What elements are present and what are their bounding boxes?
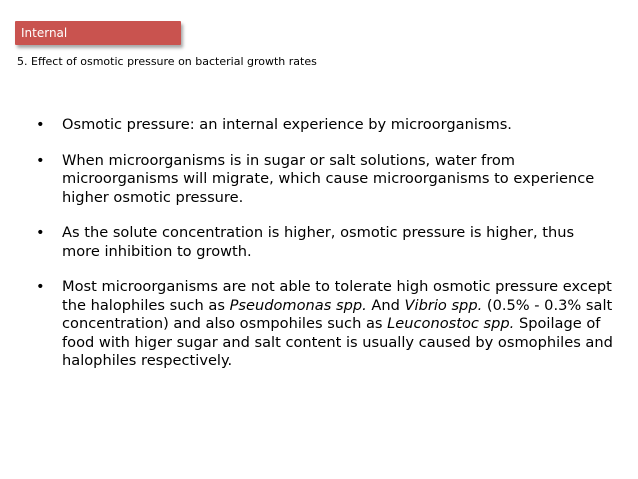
bullet-item: [36, 116, 616, 135]
bullet-text-part: Spoilage of food with higer sugar and salt content is usually caused by osmophiles and halophiles respectively.: [62, 315, 613, 369]
bullet-icon: •: [36, 224, 45, 241]
slide-subtitle: 5. Effect of osmotic pressure on bacterial growth rates: [17, 55, 317, 68]
classification-tag-label: Internal: [21, 26, 68, 40]
bullet-icon: •: [36, 116, 45, 133]
bullet-text: As the solute concentration is higher, osmotic pressure is higher, thus more inhibition to growth.: [62, 224, 575, 260]
bullet-icon: •: [36, 151, 45, 169]
bullet-item: [36, 224, 616, 261]
bullet-text: Osmotic pressure: an internal experience by microorganisms.: [62, 116, 512, 133]
bullet-text-part: Most microorganisms are not able to tolerate high osmotic pressure except the halophiles such as: [62, 278, 612, 314]
bullet-list: [36, 116, 616, 388]
bullet-text: [62, 278, 613, 369]
bullet-text-part: (0.5% - 0.3% salt concentration) and also osmpohiles such as: [62, 296, 613, 332]
species-name: Vibrio spp.: [404, 296, 483, 314]
bullet-text: When microorganisms is in sugar or salt solutions, water from microorganisms will migrate, which cause microorganisms to experience higher osmotic pressure.: [62, 151, 595, 206]
bullet-item: [36, 278, 616, 371]
species-name: Pseudomonas spp.: [229, 296, 367, 314]
species-name: Leuconostoc spp.: [387, 315, 515, 332]
classification-tag: [15, 21, 181, 45]
bullet-icon: •: [36, 278, 45, 295]
bullet-item: [36, 152, 616, 208]
bullet-text-part: And: [366, 296, 405, 314]
